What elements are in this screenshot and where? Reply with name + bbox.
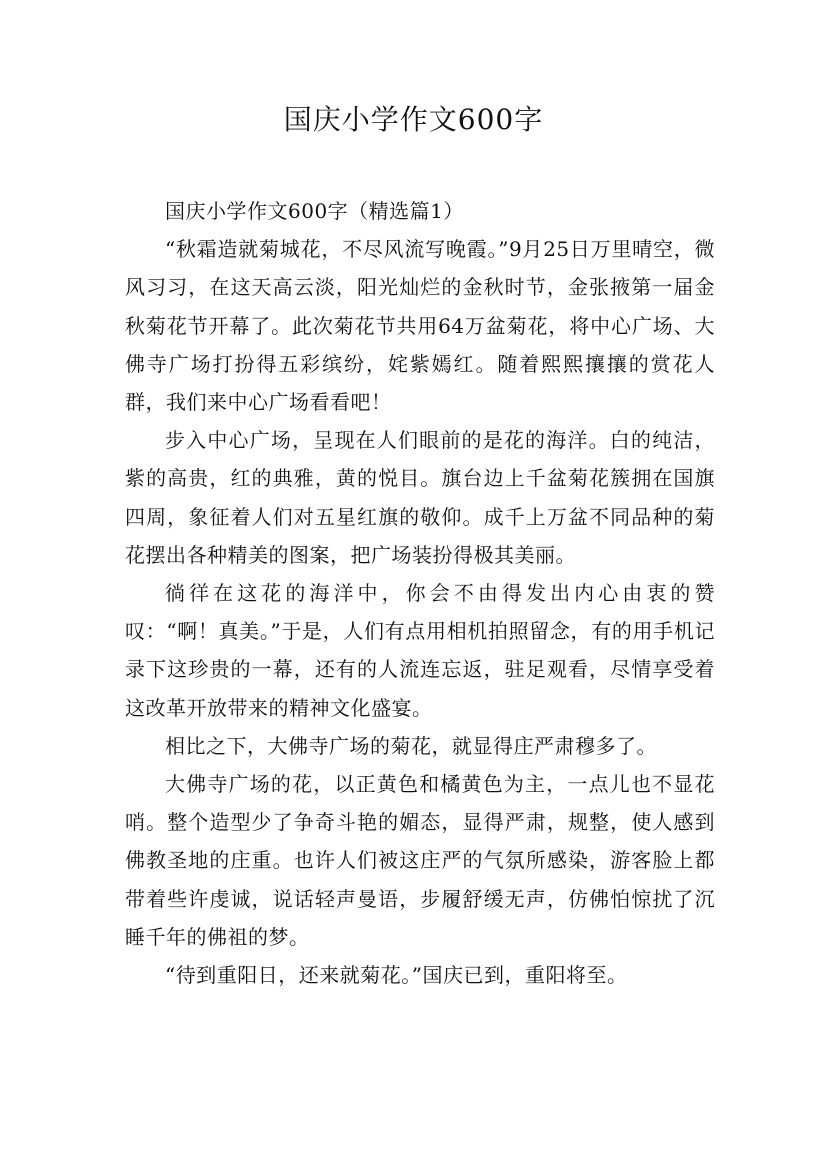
paragraph: 大佛寺广场的花，以正黄色和橘黄色为主，一点儿也不显花哨。整个造型少了争奇斗艳的媚态，显得严肃，规整，使人感到佛教圣地的庄重。也许人们被这庄严的气氛所感染，游客脸上都带着些许虔诚，说话轻声曼语，步履舒缓无声，仿佛怕惊扰了沉睡千年的佛祖的梦。 bbox=[125, 772, 715, 949]
paragraph: “待到重阳日，还来就菊花。”国庆已到，重阳将至。 bbox=[165, 963, 628, 988]
document-body bbox=[125, 192, 715, 994]
document-title: 国庆小学作文600字 bbox=[283, 103, 544, 136]
paragraph: 徜徉在这花的海洋中，你会不由得发出内心由衷的赞叹：“啊！真美。”于是，人们有点用相机拍照留念，有的用手机记录下这珍贵的一幕，还有的人流连忘返，驻足观看，尽情享受着这改革开放带来的精神文化盛宴。 bbox=[125, 581, 715, 720]
paragraph: “秋霜造就菊城花，不尽风流写晚霞。”9月25日万里晴空，微风习习，在这天高云淡，阳光灿烂的金秋时节，金张掖第一届金秋菊花节开幕了。此次菊花节共用64万盆菊花，将中心广场、大佛寺广场打扮得五彩缤纷，姹紫嫣红。随着熙熙攘攘的赏花人群，我们来中心广场看看吧！ bbox=[125, 237, 715, 415]
paragraph: 步入中心广场，呈现在人们眼前的是花的海洋。白的纯洁，紫的高贵，红的典雅，黄的悦目。旗台边上千盆菊花簇拥在国旗四周，象征着人们对五星红旗的敬仰。成千上万盆不同品种的菊花摆出各种精美的图案，把广场装扮得极其美丽。 bbox=[125, 428, 715, 567]
paragraph: 相比之下，大佛寺广场的菊花，就显得庄严肃穆多了。 bbox=[165, 733, 657, 758]
section-heading: 国庆小学作文600字（精选篇1） bbox=[165, 199, 464, 223]
